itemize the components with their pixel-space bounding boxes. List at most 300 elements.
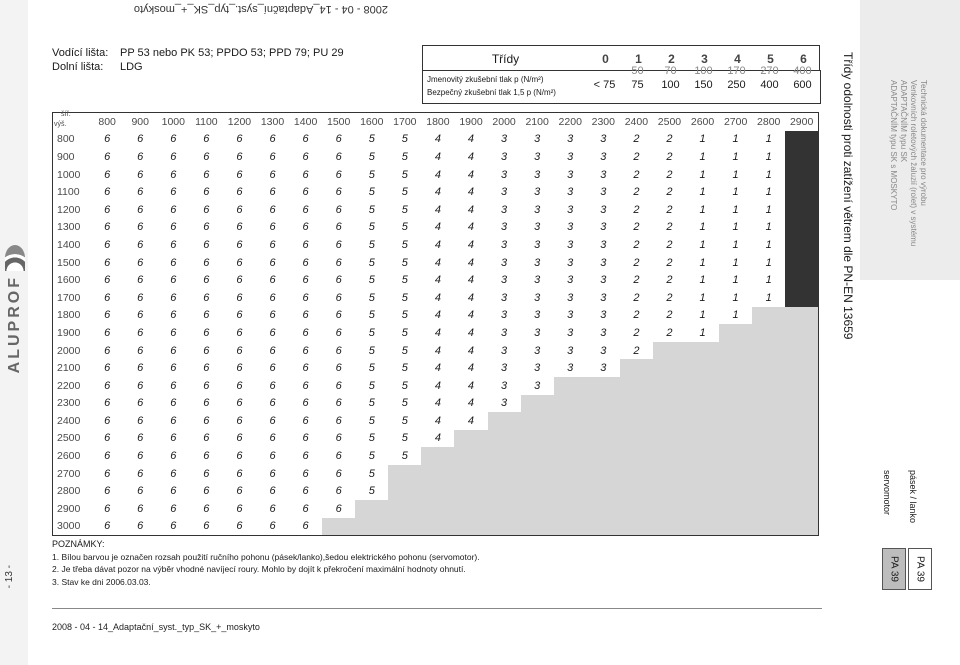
table-cell: 2 [666, 150, 673, 163]
table-cell: 3 [567, 221, 574, 234]
table-cell: 6 [203, 291, 210, 304]
table-row [53, 201, 819, 219]
width-header: 1000 [161, 115, 185, 128]
table-cell [752, 500, 785, 518]
table-cell: 6 [269, 379, 276, 392]
table-cell: 6 [269, 362, 276, 375]
table-cell: 3 [567, 256, 574, 269]
height-header: 1700 [57, 291, 81, 304]
table-cell: 6 [269, 414, 276, 427]
table-cell: 3 [534, 221, 541, 234]
table-cell [620, 482, 653, 500]
table-cell: 2 [633, 344, 640, 357]
table-cell: 3 [600, 362, 607, 375]
table-cell: 3 [600, 291, 607, 304]
table-cell: 3 [501, 326, 508, 339]
table-cell: 5 [368, 309, 375, 322]
table-cell [653, 412, 686, 430]
table-cell [454, 500, 487, 518]
table-cell: 6 [269, 256, 276, 269]
table-cell [521, 518, 554, 536]
table-cell: 3 [567, 362, 574, 375]
table-cell: 6 [335, 221, 342, 234]
table-cell: 6 [104, 256, 111, 269]
table-cell [554, 377, 587, 395]
table-cell: 6 [104, 168, 111, 181]
table-cell: 6 [137, 344, 144, 357]
table-cell: 2 [666, 203, 673, 216]
table-cell: 6 [302, 150, 309, 163]
table-row [53, 500, 819, 518]
table-cell [686, 412, 719, 430]
table-cell [719, 430, 752, 448]
table-cell [587, 395, 620, 413]
table-cell [388, 482, 421, 500]
table-cell: 1 [765, 203, 772, 216]
table-cell: 6 [269, 309, 276, 322]
table-cell [454, 518, 487, 536]
guide-label: Vodící lišta: [52, 47, 109, 59]
footer: 2008 - 04 - 14_Adaptační_syst._typ_SK_+_moskyto [52, 622, 260, 632]
doc-desc-line: ADAPTAČNÍM typu SK s MOSKYTO [889, 80, 898, 211]
left-sidebar [0, 0, 28, 665]
table-cell: 5 [368, 274, 375, 287]
table-cell: 5 [401, 133, 408, 146]
height-header: 2100 [57, 362, 81, 375]
table-cell: 2 [633, 256, 640, 269]
table-cell: 2 [666, 186, 673, 199]
table-cell [719, 342, 752, 360]
page-number: - 13 - [4, 565, 15, 589]
table-cell: 6 [302, 344, 309, 357]
table-cell: 6 [137, 256, 144, 269]
table-cell [554, 482, 587, 500]
table-cell: 6 [203, 326, 210, 339]
table-cell: 4 [467, 291, 475, 304]
table-cell: 5 [401, 344, 408, 357]
table-cell: 6 [203, 274, 210, 287]
table-row [53, 518, 819, 536]
table-cell: 6 [335, 432, 342, 445]
wind-class-table [52, 112, 819, 536]
notes-title: POZNÁMKY: [52, 539, 105, 549]
height-header: 1000 [57, 168, 81, 181]
table-cell: 6 [137, 203, 144, 216]
table-cell: 2 [666, 256, 673, 269]
table-cell: 5 [401, 238, 408, 251]
table-cell: 6 [302, 485, 309, 498]
height-header: 1500 [57, 256, 81, 269]
width-header: 1600 [360, 115, 384, 128]
table-cell [653, 482, 686, 500]
table-cell: 6 [269, 133, 276, 146]
table-cell [785, 324, 818, 342]
table-cell: 6 [236, 256, 243, 269]
divider [52, 608, 822, 609]
table-cell: 6 [104, 221, 111, 234]
table-cell [719, 377, 752, 395]
table-cell: 3 [600, 309, 607, 322]
class-label: 5 [767, 51, 774, 66]
table-cell: 4 [434, 379, 441, 392]
table-cell: 6 [335, 309, 342, 322]
table-cell: 5 [401, 256, 408, 269]
pressure-block [422, 65, 821, 104]
table-cell [785, 377, 818, 395]
table-cell: 3 [600, 168, 607, 181]
table-cell: 1 [732, 221, 739, 234]
table-cell: 6 [335, 256, 342, 269]
height-axis-label: výš. [54, 121, 67, 128]
table-cell: 6 [104, 432, 111, 445]
table-cell: 1 [732, 256, 739, 269]
table-cell: 3 [501, 203, 508, 216]
table-cell: 5 [401, 397, 408, 410]
table-cell: 4 [434, 133, 441, 146]
table-cell [620, 500, 653, 518]
table-header-row [53, 113, 819, 131]
table-cell: 6 [236, 274, 243, 287]
table-cell [488, 518, 521, 536]
height-header: 1300 [57, 221, 81, 234]
table-cell: 2 [633, 274, 640, 287]
table-cell: 3 [501, 379, 508, 392]
table-cell: 2 [666, 238, 673, 251]
width-header: 1900 [459, 115, 483, 128]
table-cell: 1 [699, 274, 706, 287]
table-cell: 6 [302, 450, 309, 463]
table-cell [454, 482, 487, 500]
table-cell: 6 [269, 291, 276, 304]
table-cell: 4 [467, 186, 475, 199]
class-label: 2 [668, 51, 675, 66]
width-header: 2900 [789, 115, 814, 128]
table-cell: 6 [203, 450, 210, 463]
table-cell: 4 [467, 362, 475, 375]
table-cell: 6 [104, 203, 111, 216]
table-cell: 6 [335, 133, 342, 146]
table-cell: 1 [699, 256, 706, 269]
table-cell: 6 [203, 467, 210, 480]
table-cell: 6 [302, 502, 309, 515]
table-cell: 5 [368, 203, 375, 216]
legend-manual-label: pásek / lanko [908, 470, 918, 524]
table-cell: 1 [699, 168, 706, 181]
table-cell: 6 [170, 186, 177, 199]
table-cell [785, 166, 818, 184]
table-cell: 6 [137, 485, 144, 498]
table-cell: 4 [467, 379, 475, 392]
table-cell: 6 [335, 414, 342, 427]
nominal-pressure-label: Jmenovitý zkušební tlak p (N/m²) [427, 75, 544, 84]
table-cell: 4 [434, 397, 441, 410]
table-cell: 2 [666, 168, 673, 181]
table-cell: 6 [335, 326, 342, 339]
table-cell: 6 [335, 168, 342, 181]
table-cell: 6 [137, 502, 144, 515]
safe-pressure-value: 100 [661, 79, 680, 91]
table-cell: 3 [567, 186, 574, 199]
table-cell: 2 [666, 274, 673, 287]
table-cell [785, 183, 818, 201]
table-cell: 2 [666, 221, 673, 234]
table-cell: 6 [203, 256, 210, 269]
table-cell: 3 [534, 326, 541, 339]
table-cell: 3 [567, 274, 574, 287]
safe-pressure-value: < 75 [593, 79, 616, 91]
table-cell: 1 [732, 133, 739, 146]
table-cell: 2 [633, 168, 640, 181]
table-cell: 6 [236, 432, 243, 445]
table-cell: 6 [335, 291, 342, 304]
height-header: 1900 [57, 326, 81, 339]
table-cell: 3 [501, 362, 508, 375]
table-cell [686, 377, 719, 395]
table-cell [752, 395, 785, 413]
table-cell: 3 [567, 238, 574, 251]
table-cell: 6 [236, 150, 243, 163]
table-cell [587, 412, 620, 430]
table-cell: 6 [203, 485, 210, 498]
table-cell: 1 [699, 221, 706, 234]
width-header: 1200 [227, 115, 252, 128]
note-item: 3. Stav ke dni 2006.03.03. [52, 576, 151, 587]
table-cell: 6 [104, 520, 111, 533]
table-cell [785, 289, 818, 307]
note-item: 1. Bílou barvou je označen rozsah použití ručního pohonu (pásek/lanko),šedou elektrického pohonu (servomotor). [52, 551, 480, 562]
table-cell [388, 465, 421, 483]
table-cell: 3 [501, 274, 508, 287]
table-cell: 6 [203, 432, 210, 445]
table-cell [686, 430, 719, 448]
table-cell: 5 [368, 238, 375, 251]
table-cell: 6 [137, 238, 144, 251]
table-cell: 6 [137, 520, 144, 533]
height-header: 2600 [57, 450, 81, 463]
class-label: 1 [635, 51, 642, 66]
table-cell [719, 500, 752, 518]
table-cell: 3 [501, 291, 508, 304]
table-cell: 4 [467, 344, 475, 357]
table-cell [521, 412, 554, 430]
table-cell: 6 [335, 186, 342, 199]
safe-pressure-label: Bezpečný zkušební tlak 1,5 p (N/m²) [427, 88, 556, 97]
table-row [53, 447, 819, 465]
table-cell: 3 [567, 344, 574, 357]
table-cell: 6 [137, 274, 144, 287]
table-cell: 3 [534, 362, 541, 375]
table-cell: 6 [335, 344, 342, 357]
table-cell: 6 [104, 414, 111, 427]
table-cell [421, 447, 454, 465]
table-cell: 6 [170, 502, 177, 515]
table-cell: 3 [600, 221, 607, 234]
table-cell [653, 430, 686, 448]
class-label: 6 [800, 51, 807, 66]
page-title: Třídy odolnosti proti zatížení větrem dle PN-EN 13659 [841, 52, 855, 340]
width-header: 1400 [293, 115, 318, 128]
table-cell [719, 465, 752, 483]
width-header: 1100 [195, 115, 218, 128]
table-row [53, 412, 819, 430]
table-cell [752, 465, 785, 483]
bottom-rail-value: LDG [120, 61, 143, 73]
table-cell: 6 [335, 203, 342, 216]
table-cell [785, 395, 818, 413]
table-cell [785, 465, 818, 483]
table-cell: 3 [534, 379, 541, 392]
table-cell [785, 201, 818, 219]
table-cell: 6 [170, 485, 177, 498]
table-cell: 6 [104, 309, 111, 322]
table-cell [554, 430, 587, 448]
table-cell: 6 [236, 133, 243, 146]
table-cell [521, 482, 554, 500]
table-cell [785, 307, 818, 325]
table-cell: 1 [732, 150, 739, 163]
table-cell: 3 [501, 150, 508, 163]
table-cell: 6 [302, 467, 309, 480]
table-cell: 6 [302, 309, 309, 322]
table-cell: 1 [732, 291, 739, 304]
table-cell: 2 [633, 221, 640, 234]
table-cell [785, 447, 818, 465]
height-header: 1600 [57, 274, 81, 287]
table-cell: 6 [203, 309, 210, 322]
table-cell: 1 [732, 186, 739, 199]
table-cell: 6 [236, 467, 243, 480]
table-cell: 1 [732, 309, 739, 322]
table-cell: 4 [467, 397, 475, 410]
table-cell: 6 [104, 150, 111, 163]
table-cell: 5 [368, 168, 375, 181]
table-cell [421, 465, 454, 483]
table-cell [785, 131, 818, 149]
table-cell: 6 [236, 221, 243, 234]
class-label: 0 [602, 51, 609, 66]
height-header: 1800 [57, 309, 81, 322]
width-header: 1700 [393, 115, 417, 128]
doc-description [888, 80, 928, 290]
table-cell: 4 [434, 309, 441, 322]
table-cell: 4 [467, 256, 475, 269]
table-cell [752, 430, 785, 448]
table-cell [785, 254, 818, 272]
table-cell: 1 [699, 309, 706, 322]
table-cell: 6 [236, 344, 243, 357]
table-cell: 4 [467, 221, 475, 234]
table-cell: 4 [434, 274, 441, 287]
table-cell: 6 [170, 238, 177, 251]
table-cell: 2 [666, 133, 673, 146]
table-cell [785, 148, 818, 166]
table-cell: 6 [236, 450, 243, 463]
table-row [53, 307, 819, 325]
table-cell: 5 [401, 326, 408, 339]
table-cell: 4 [434, 150, 441, 163]
brand-logo [3, 245, 27, 395]
table-cell: 5 [401, 362, 408, 375]
table-cell: 6 [104, 397, 111, 410]
table-row [53, 482, 819, 500]
safe-pressure-value: 150 [694, 79, 713, 91]
table-cell: 1 [765, 150, 772, 163]
table-cell: 5 [368, 256, 375, 269]
table-cell: 1 [699, 291, 706, 304]
table-cell: 4 [434, 291, 441, 304]
table-cell [620, 447, 653, 465]
table-cell [752, 307, 785, 325]
table-row [53, 465, 819, 483]
height-header: 800 [57, 133, 75, 146]
table-cell: 5 [401, 186, 408, 199]
table-cell: 2 [633, 133, 640, 146]
table-cell [488, 430, 521, 448]
table-cell: 5 [368, 221, 375, 234]
table-cell: 6 [170, 168, 177, 181]
table-cell [719, 518, 752, 536]
table-cell: 3 [600, 326, 607, 339]
table-cell: 6 [104, 291, 111, 304]
table-row [53, 342, 819, 360]
table-cell [785, 430, 818, 448]
table-cell: 2 [633, 150, 640, 163]
table-cell [620, 518, 653, 536]
guide-value: PP 53 nebo PK 53; PPDO 53; PPD 79; PU 29 [120, 47, 344, 59]
table-cell [521, 465, 554, 483]
table-cell [653, 465, 686, 483]
table-cell: 3 [501, 256, 508, 269]
table-cell: 6 [137, 133, 144, 146]
table-cell [653, 377, 686, 395]
table-cell [421, 500, 454, 518]
table-cell [488, 482, 521, 500]
table-cell: 6 [170, 520, 177, 533]
table-cell: 4 [434, 432, 441, 445]
table-cell: 3 [600, 344, 607, 357]
classes-title: Třídy [422, 45, 588, 72]
table-cell [620, 465, 653, 483]
table-cell: 6 [335, 467, 342, 480]
table-cell [554, 447, 587, 465]
table-cell: 6 [302, 397, 309, 410]
nominal-pressure-value: 270 [760, 65, 779, 77]
table-cell: 6 [137, 309, 144, 322]
table-cell: 2 [666, 291, 673, 304]
table-cell: 6 [269, 238, 276, 251]
table-cell: 6 [170, 133, 177, 146]
table-cell [686, 359, 719, 377]
table-cell: 4 [467, 150, 475, 163]
table-cell: 6 [236, 326, 243, 339]
table-cell: 1 [699, 203, 706, 216]
table-cell: 6 [335, 274, 342, 287]
table-cell [686, 447, 719, 465]
table-cell [388, 500, 421, 518]
table-cell: 6 [203, 203, 210, 216]
table-cell: 6 [137, 467, 144, 480]
table-cell [488, 447, 521, 465]
table-cell: 3 [567, 150, 574, 163]
table-cell: 6 [302, 256, 309, 269]
height-header: 3000 [57, 520, 81, 533]
corner-cell [53, 113, 91, 131]
table-cell [488, 412, 521, 430]
table-cell [587, 377, 620, 395]
table-row [53, 183, 819, 201]
table-cell [785, 342, 818, 360]
table-cell: 6 [170, 274, 177, 287]
